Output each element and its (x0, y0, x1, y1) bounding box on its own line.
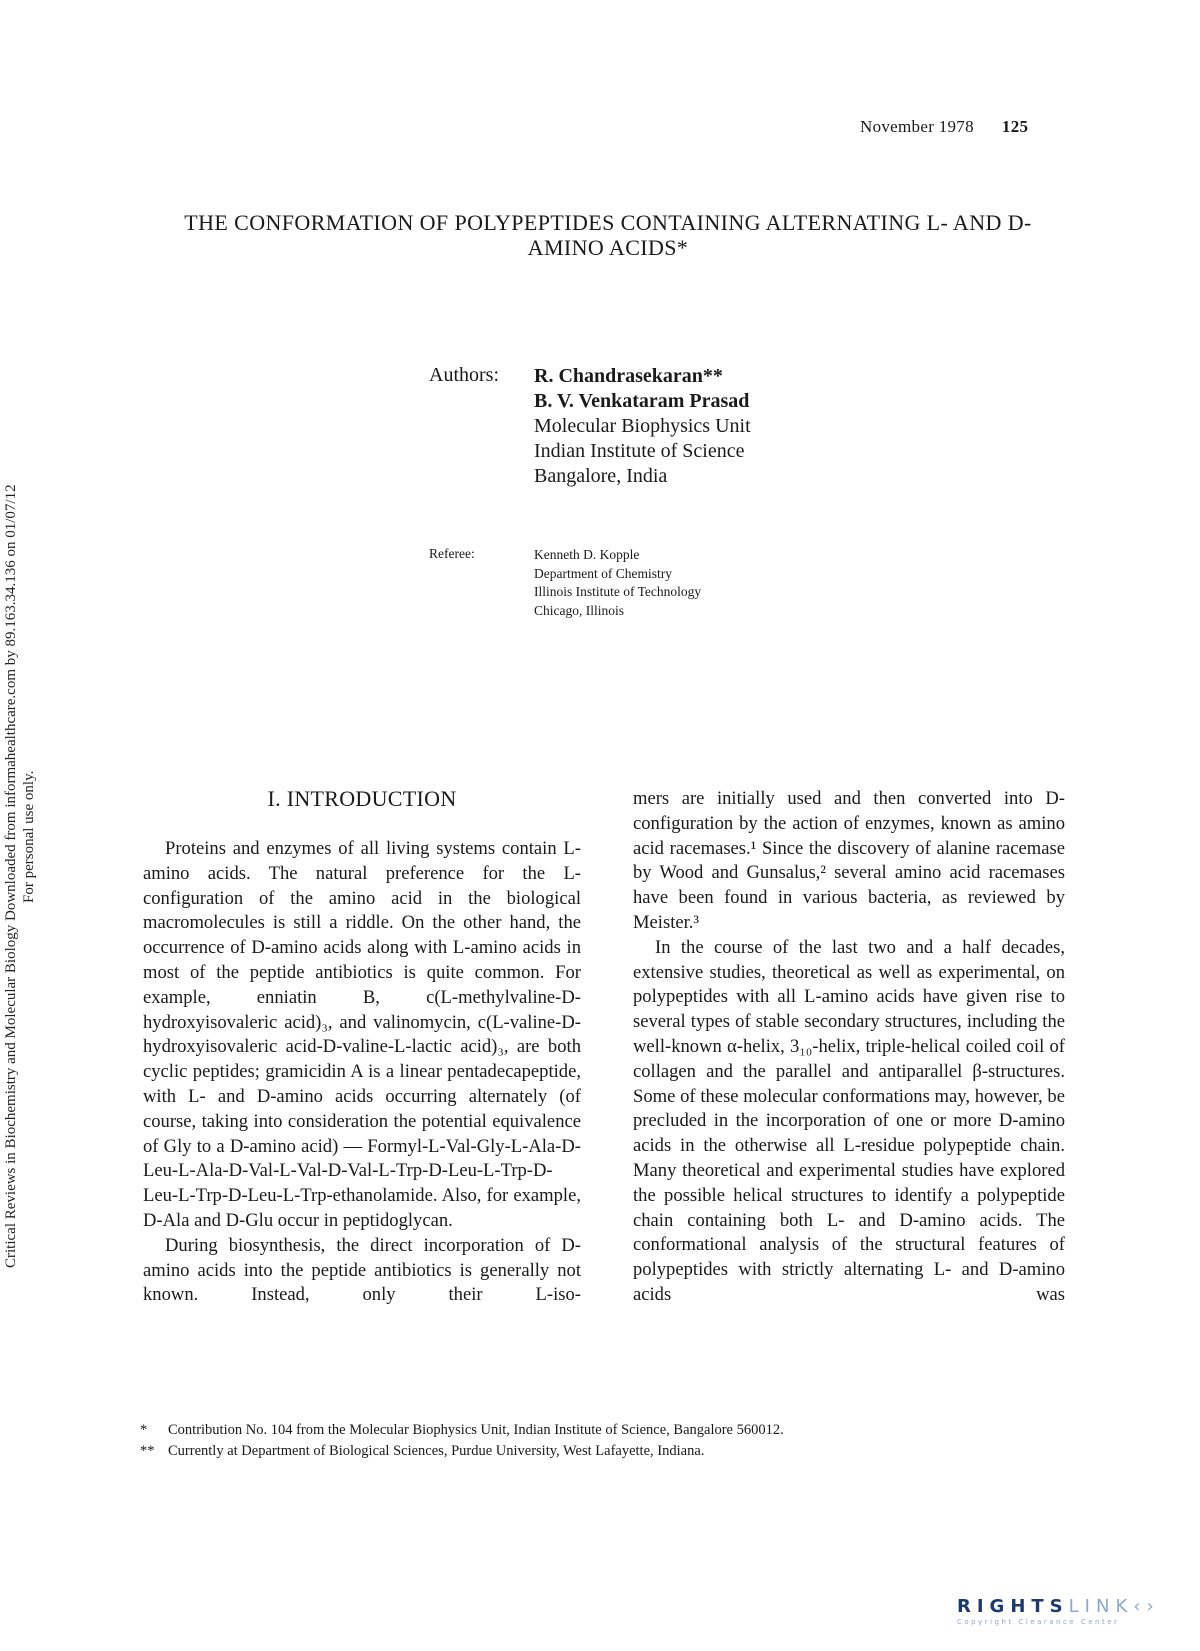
footnote (140, 1420, 784, 1441)
footnote-mark: ** (140, 1443, 155, 1459)
article-title: THE CONFORMATION OF POLYPEPTIDES CONTAINING ALTERNATING L- AND D-AMINO ACIDS* (184, 210, 1032, 260)
footnote-mark: * (140, 1422, 148, 1438)
section-heading: I. INTRODUCTION (267, 786, 457, 811)
author-affiliation: Bangalore, India (534, 465, 668, 487)
download-notice-line2: For personal use only. (21, 770, 37, 903)
paragraph: Proteins and enzymes of all living systems contain L-amino acids. The natural preference for the L-configuration of the amino acid in the biological macromolecules is still a riddle. On the other hand, the occurrence of D-amino acids along with L-amino acids in most of the peptide antibiotics is quite common. For example, enniatin B, c(L-methylvaline-D-hydroxyisovaleric acid)₃, and valinomycin, c(L-valine-D-hydroxyisovaleric acid-D-valine-L-lactic acid)₃, are both cyclic peptides; gramicidin A is a linear pentadecapeptide, with L- and D-amino acids occurring alternately (of course, taking into consideration the potential equivalence of Gly to a D-amino acid) — Formyl-L-Val-Gly-L-Ala-D-Leu-L-Ala-D-Val-L-Val-D-Val-L-Trp-D-Leu-L-Trp-D-Leu-L-Trp-D-Leu-L-Trp-ethanolamide. Also, for example, D-Ala and D-Glu occur in peptidoglycan. (143, 838, 581, 1231)
author-affiliation: Indian Institute of Science (534, 440, 745, 462)
author-name: B. V. Venkataram Prasad (534, 390, 750, 412)
logo-text-dark: RIGHTS (957, 1596, 1069, 1617)
authors-label: Authors: (429, 364, 499, 386)
running-header (860, 117, 1028, 137)
referee-block (534, 546, 701, 620)
paragraph: mers are initially used and then converted into D-configuration by the action of enzymes, known as amino acid racemases.¹ Since the discovery of alanine racemase by Wood and Gunsalus,² several amino acid racemases have been found in various bacteria, as reviewed by Meister.³ (633, 788, 1065, 933)
page-number: 125 (1001, 117, 1029, 136)
footnote-text: Contribution No. 104 from the Molecular Biophysics Unit, Indian Institute of Science, Bangalore 560012. (168, 1422, 784, 1438)
footnotes (140, 1420, 784, 1462)
footnote (140, 1441, 784, 1462)
paragraph: In the course of the last two and a half decades, extensive studies, theoretical as well as experimental, on polypeptides with all L-amino acids have given rise to several types of stable secondary structures, including the well-known α-helix, 3₁₀-helix, triple-helical coiled coil of collagen and the parallel and antiparallel β-structures. Some of these molecular conformations may, however, be precluded in the incorporation of one or more D-amino acids in the otherwise all L-residue polypeptide chain. Many theoretical and experimental studies have explored the possible helical structures to identify a polypeptide chain containing both L- and D-amino acids. The conformational analysis of the structural features of polypeptides with strictly alternating L- and D-amino acids was (633, 936, 1065, 1305)
download-notice-line1: Critical Reviews in Biochemistry and Molecular Biology Downloaded from informahealthcare.com by 89.163.34.136 on 01/07/12 (3, 484, 19, 1268)
rightslink-logo[interactable] (957, 1596, 1160, 1626)
issue-date: November 1978 (860, 117, 974, 136)
logo-text-light: LINK (1068, 1596, 1134, 1617)
author-affiliation: Molecular Biophysics Unit (534, 415, 751, 437)
footnote-text: Currently at Department of Biological Sciences, Purdue University, West Lafayette, Indiana. (168, 1443, 705, 1459)
body-column-right (633, 787, 1065, 1308)
referee-affiliation: Illinois Institute of Technology (534, 584, 702, 599)
author-name: R. Chandrasekaran** (534, 365, 723, 387)
referee-label: Referee: (429, 546, 475, 561)
referee-affiliation: Department of Chemistry (534, 565, 672, 581)
paragraph: During biosynthesis, the direct incorporation of D-amino acids into the peptide antibiotics is generally not known. Instead, only their L-iso- (143, 1234, 581, 1306)
logo-tagline: Copyright Clearance Center (957, 1618, 1120, 1626)
logo-arrows-icon: ‹› (1133, 1596, 1160, 1617)
referee-affiliation: Chicago, Illinois (534, 602, 624, 618)
referee-name: Kenneth D. Kopple (534, 547, 640, 562)
authors-block (534, 364, 751, 489)
download-watermark-sidebar (0, 0, 60, 1651)
body-column-left (143, 837, 581, 1308)
